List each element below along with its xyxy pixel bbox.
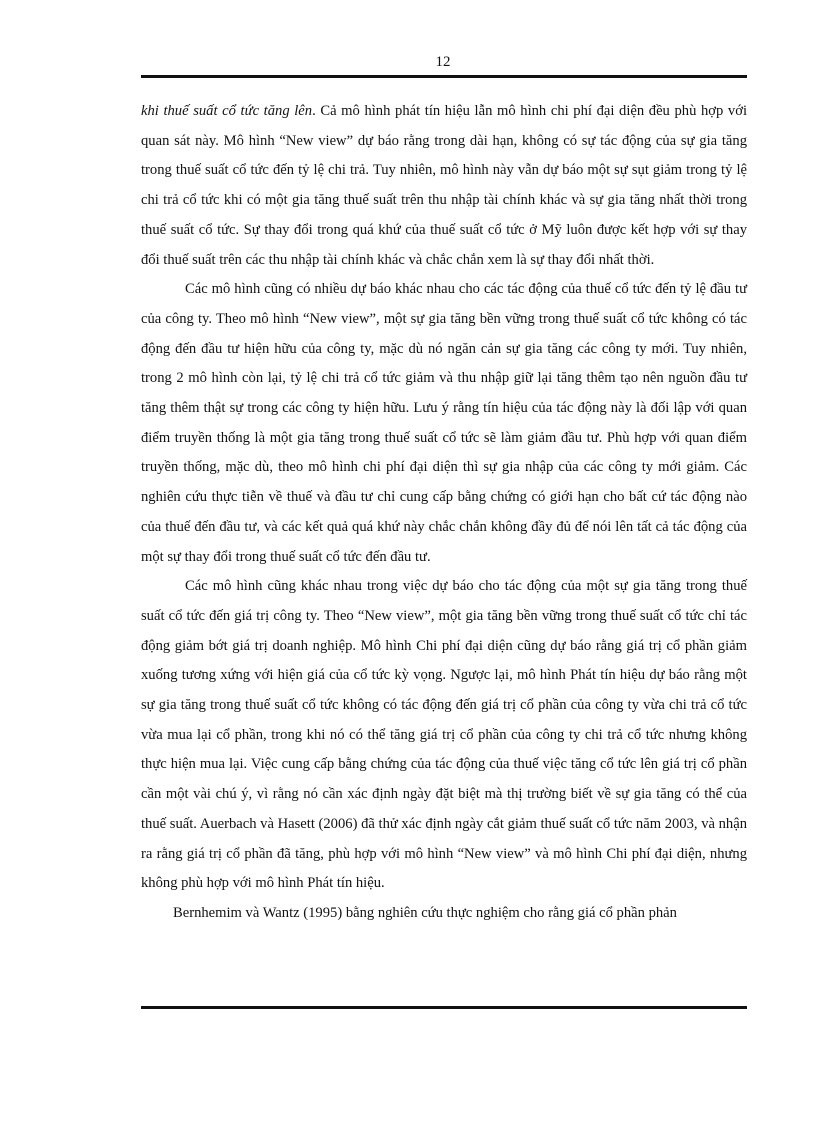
paragraph-1-text: . Cả mô hình phát tín hiệu lẫn mô hình chi phí đại diện đều phù hợp với quan sát này. Mô hình “New view” dự báo rằng trong dài hạn, không có sự tác động của sự gia tăng trong thuế suất cổ tức đến tỷ lệ chi trả. Tuy nhiên, mô hình này vẫn dự báo một sự sụt giảm trong tỷ lệ chi trả cổ tức khi có một gia tăng thuế suất trên thu nhập tài chính khác và sự gia tăng nhất thời trong thuế suất cổ tức. Sự thay đổi trong quá khứ của thuế suất cổ tức ở Mỹ luôn được kết hợp với sự thay đổi thuế suất trên các thu nhập tài chính khác và chắc chắn xem là sự thay đổi nhất thời. (141, 103, 747, 268)
paragraph-3: Các mô hình cũng khác nhau trong việc dự báo cho tác động của một sự gia tăng trong thuế suất cổ tức đến giá trị công ty. Theo “New view”, một gia tăng bền vững trong thuế suất cổ tức chỉ tác động giảm bớt giá trị doanh nghiệp. Mô hình Chi phí đại diện cũng dự báo rằng giá trị cổ phần giảm xuống tương xứng với hiện giá của cổ tức kỳ vọng. Ngược lại, mô hình Phát tín hiệu dự báo rằng một sự gia tăng trong thuế suất cổ tức không có tác động đến giá trị cổ phần của công ty vừa chi trả cổ tức vừa mua lại cổ phần, trong khi nó có thể tăng giá trị cổ phần của công ty chi trả cổ tức nhưng không thực hiện mua lại. Việc cung cấp bằng chứng của tác động của thuế việc tăng cổ tức lên giá trị cổ phần cần một vài chú ý, vì rằng nó cần xác định ngày đặt biệt mà thị trường biết về sự gia tăng có thể của thuế suất. Auerbach và Hasett (2006) đã thử xác định ngày cắt giảm thuế suất cổ tức năm 2003, và nhận ra rằng giá trị cổ phần đã tăng, phù hợp với mô hình “New view” và mô hình Chi phí đại diện, nhưng không phù hợp với mô hình Phát tín hiệu. (141, 578, 747, 892)
page-number: 12 (435, 54, 451, 70)
paragraph-1-italic-lead: khi thuế suất cổ tức tăng lên (141, 103, 313, 119)
paragraph-4: Bernhemim và Wantz (1995) bằng nghiên cứu thực nghiệm cho rằng giá cổ phần phản (173, 904, 677, 921)
document-body (141, 97, 747, 929)
paragraph-1 (141, 97, 747, 275)
paragraph-2: Các mô hình cũng có nhiều dự báo khác nhau cho các tác động của thuế cổ tức đến tỷ lệ đầu tư của công ty. Theo mô hình “New view”, một sự gia tăng bền vững trong thuế suất cổ tức không có tác động đến đầu tư hiện hữu của công ty, mặc dù nó ngăn cản sự gia tăng các công ty mới. Tuy nhiên, trong 2 mô hình còn lại, tỷ lệ chi trả cổ tức giảm và thu nhập giữ lại tăng thêm tạo nên nguồn đầu tư tăng thêm thật sự trong các công ty hiện hữu. Lưu ý rằng tín hiệu của tác động này là đối lập với quan điểm truyền thống là một gia tăng trong thuế suất cổ tức sẽ làm giảm đầu tư. Phù hợp với quan điểm truyền thống, mặc dù, theo mô hình chi phí đại diện thì sự gia nhập của các công ty mới giảm. Các nghiên cứu thực tiễn về thuế và đầu tư chỉ cung cấp bằng chứng có giới hạn cho bất cứ tác động nào của thuế đến đầu tư, và các kết quả quá khứ này chắc chắn không đầy đủ để nói lên tất cả tác động của một sự thay đổi trong thuế suất cổ tức đến đầu tư. (141, 281, 747, 565)
footer-rule (141, 1006, 747, 1009)
header-rule (141, 75, 747, 78)
